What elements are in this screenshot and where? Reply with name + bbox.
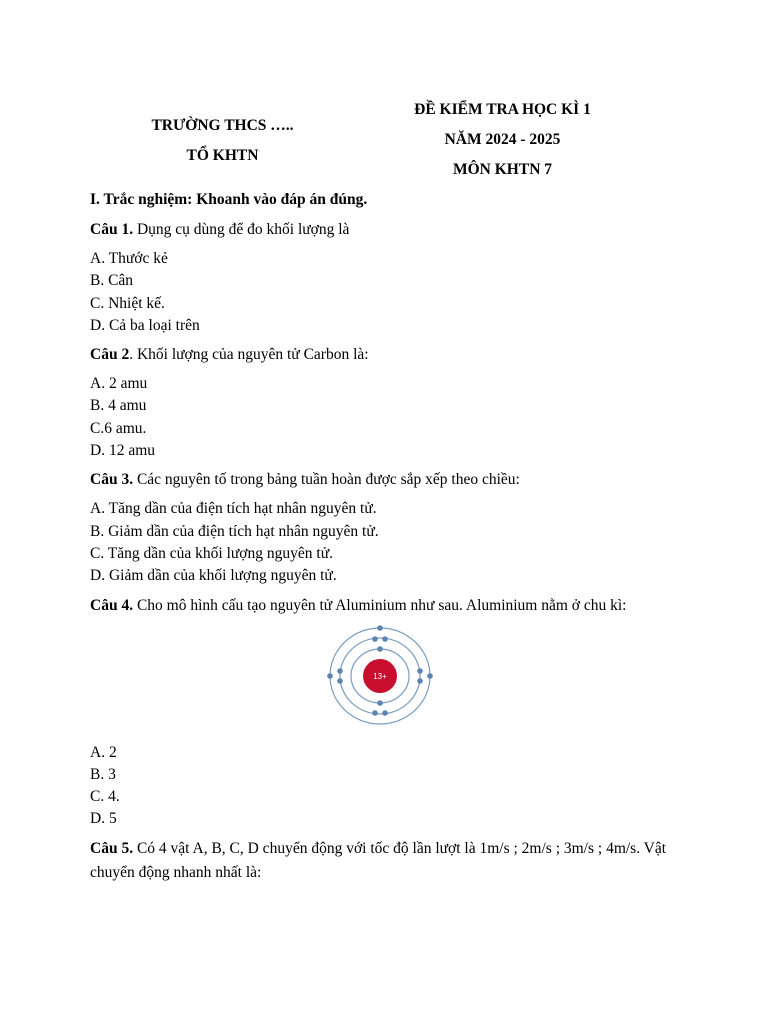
school-name: TRƯỜNG THCS ….. (151, 117, 294, 134)
question-2 (90, 343, 690, 367)
question-number: Câu 5. (90, 839, 134, 857)
exam-title: ĐỀ KIỂM TRA HỌC KÌ 1 (414, 101, 591, 118)
question-text: Có 4 vật A, B, C, D chuyển động với tốc độ lần lượt là 1m/s ; 2m/s ; 3m/s ; 4m/s. Vật chuyển động nhanh nhất là: (90, 839, 667, 881)
electron (337, 668, 343, 674)
question-4-options (90, 742, 690, 831)
electron (337, 678, 343, 684)
option-d: D. Cả ba loại trên (90, 316, 200, 334)
aluminium-atom-diagram (90, 624, 690, 738)
question-1 (90, 218, 690, 242)
electron (382, 636, 388, 642)
department-name: TỔ KHTN (186, 147, 259, 164)
option-b: B. 4 amu (90, 397, 147, 415)
question-2-options (90, 373, 690, 462)
exam-subject: MÔN KHTN 7 (452, 161, 553, 178)
electron (377, 646, 383, 652)
question-text: . Khối lượng của nguyên tử Carbon là: (129, 346, 369, 364)
option-a: A. Thước kẻ (90, 250, 168, 267)
question-number: Câu 3. (90, 471, 134, 489)
electron (427, 673, 433, 679)
option-d: D. 5 (90, 810, 117, 828)
question-number: Câu 2 (90, 346, 130, 364)
option-a: A. 2 amu (90, 375, 148, 393)
exam-year: NĂM 2024 - 2025 (444, 131, 561, 148)
question-5 (90, 837, 690, 885)
electron (327, 673, 333, 679)
electron (417, 668, 423, 674)
question-3 (90, 468, 690, 492)
option-d: D. Giảm dần của khối lượng nguyên tử. (90, 567, 337, 585)
question-number: Câu 1. (90, 221, 134, 238)
option-a: A. Tăng dần của điện tích hạt nhân nguyên tử. (90, 500, 377, 518)
section-title: I. Trắc nghiệm: Khoanh vào đáp án đúng. (90, 191, 368, 208)
option-c: C. Tăng dần của khối lượng nguyên tử. (90, 544, 333, 562)
option-d: D. 12 amu (90, 442, 156, 460)
school-header (90, 111, 355, 171)
option-c: C. Nhiệt kế. (90, 294, 165, 312)
option-c: C.6 amu. (90, 419, 147, 437)
question-text: Các nguyên tố trong bảng tuần hoàn được sắp xếp theo chiều: (133, 471, 520, 489)
electron (377, 700, 383, 706)
question-number: Câu 4. (90, 596, 134, 614)
exam-header (370, 95, 635, 185)
electron (417, 678, 423, 684)
question-1-options (90, 248, 690, 337)
option-b: B. Giảm dần của điện tích hạt nhân nguyên tử. (90, 522, 379, 540)
option-b: B. Cân (90, 272, 134, 290)
electron (382, 710, 388, 716)
option-b: B. 3 (90, 765, 116, 783)
exam-content (90, 188, 690, 891)
option-c: C. 4. (90, 788, 120, 806)
question-text: Cho mô hình cấu tạo nguyên tử Aluminium như sau. Aluminium nằm ở chu kì: (133, 596, 627, 614)
option-a: A. 2 (90, 743, 117, 761)
question-4 (90, 594, 690, 618)
atom-model (326, 624, 434, 728)
question-text: Dụng cụ dùng để đo khối lượng là (133, 221, 350, 238)
electron (372, 636, 378, 642)
question-3-options (90, 498, 690, 587)
electron (377, 625, 383, 631)
electron (372, 710, 378, 716)
nucleus-label: 13+ (373, 671, 387, 681)
